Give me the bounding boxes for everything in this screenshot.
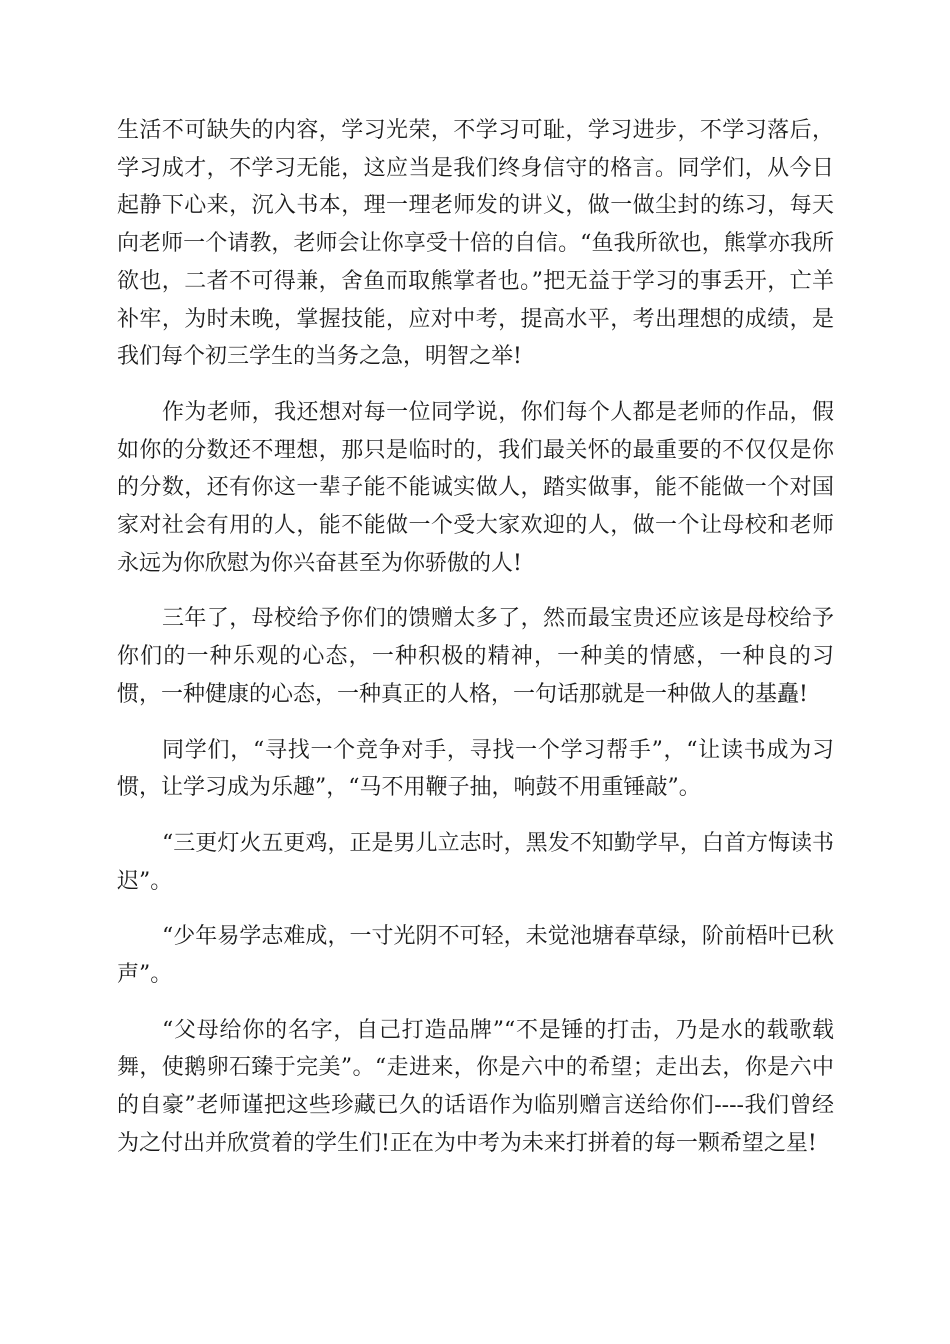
paragraph-2: 作为老师，我还想对每一位同学说，你们每个人都是老师的作品，假如你的分数还不理想，那只是临时的，我们最关怀的最重要的不仅仅是你的分数，还有你这一辈子能不能诚实做人，踏实做事，能不能做一个对国家对社会有用的人，能不能做一个受大家欢迎的人，做一个让母校和老师永远为你欣慰为你兴奋甚至为你骄傲的人! — [117, 399, 834, 576]
paragraph-spacer — [117, 807, 834, 825]
paragraph-spacer — [117, 376, 834, 394]
paragraph-spacer — [117, 714, 834, 732]
paragraph-4: 同学们，“寻找一个竞争对手，寻找一个学习帮手”，“让读书成为习惯，让学习成为乐趣”，“马不用鞭子抽，响鼓不用重锤敲”。 — [117, 737, 834, 801]
document-body — [117, 112, 834, 1163]
paragraph-3: 三年了，母校给予你们的馈赠太多了，然而最宝贵还应该是母校给予你们的一种乐观的心态，一种积极的精神，一种美的情感，一种良的习惯，一种健康的心态，一种真正的人格，一句话那就是一种做人的基矗! — [117, 606, 834, 707]
paragraph-spacer — [117, 900, 834, 918]
paragraph-7: “父母给你的名字，自己打造品牌”“不是锤的打击，乃是水的载歌载舞，使鹅卵石臻于完美”。“走进来，你是六中的希望；走出去，你是六中的自豪”老师谨把这些珍藏已久的话语作为临别赠言送给你们----我们曾经为之付出并欣赏着的学生们!正在为中考为未来打拼着的每一颗希望之星! — [117, 1017, 834, 1156]
paragraph-6: “少年易学志难成，一寸光阴不可轻，未觉池塘春草绿，阶前梧叶已秋声”。 — [117, 924, 834, 988]
paragraph-5: “三更灯火五更鸡，正是男儿立志时，黑发不知勤学早，白首方悔读书迟”。 — [117, 830, 834, 894]
paragraph-spacer — [117, 994, 834, 1012]
paragraph-1: 生活不可缺失的内容，学习光荣，不学习可耻，学习进步，不学习落后，学习成才，不学习无能，这应当是我们终身信守的格言。同学们，从今日起静下心来，沉入书本，理一理老师发的讲义，做一做尘封的练习，每天向老师一个请教，老师会让你享受十倍的自信。“鱼我所欲也，熊掌亦我所欲也，二者不可得兼，舍鱼而取熊掌者也。”把无益于学习的事丢开，亡羊补牢，为时未晚，掌握技能，应对中考，提高水平，考出理想的成绩，是我们每个初三学生的当务之急，明智之举! — [117, 118, 834, 370]
paragraph-spacer — [117, 582, 834, 600]
